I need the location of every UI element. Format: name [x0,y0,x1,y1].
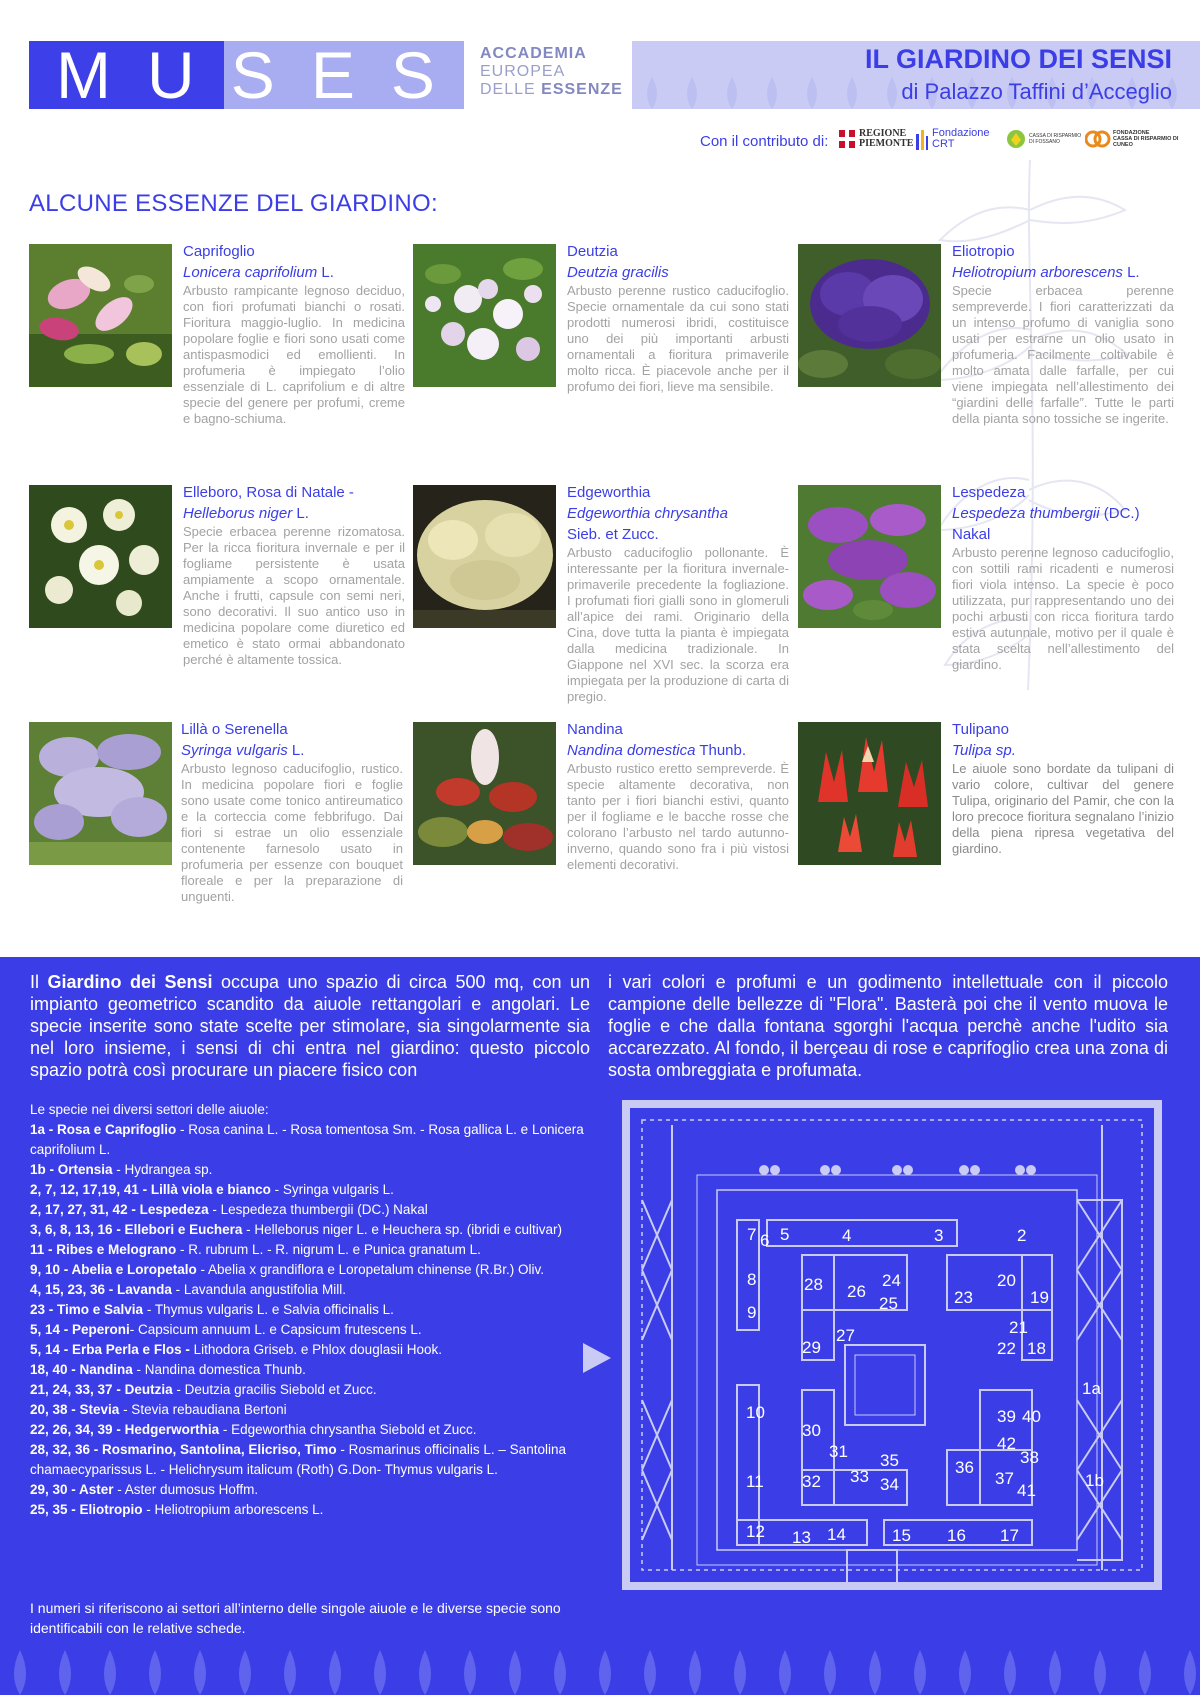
plant-latin-name [567,262,789,283]
sponsor-line: Fondazione [932,127,990,139]
garden-info-section [0,957,1200,1695]
species-row [30,1320,590,1340]
plant-latin-name [183,503,405,524]
species-row [30,1200,590,1220]
plant-description: Arbusto caducifoglio pollonante. È interessante per la fioritura invernale-primaverile precedente la fogliazione. I profumati fiori gialli sono in glomeruli all’apice dei rami. Originario della Cina, dove tutta la pianta è impiegata dalla medicina tradizionale. In Giappone nel XVI sec. la scorza era impiegata per la produzione di carta di pregio. [567,545,789,704]
plan-label: 15 [892,1526,911,1545]
intro-text: occupa uno spazio di circa 500 mq, con un impianto geometrico scandito da aiuole rettangolari e angolari. Le specie inserite sono state scelte per stimolare, sia singolarmente sia nel loro insieme, i sensi di chi entra nel giardino: questo piccolo spazio potrà così procurare un piacere fisico con [30,972,590,1080]
species-row [30,1300,590,1320]
plan-label: 41 [1017,1481,1036,1500]
academy-line: DELLE [480,81,542,98]
latin-author: L. [317,264,334,281]
latin-author: L. [287,742,305,759]
plan-label: 39 [997,1407,1016,1426]
plant-description: Specie erbacea perenne rizomatosa. Per la ricca fioritura invernale e per il fogliame persistente è usata ampiamente a scopo ornamentale. Anche i frutti, capsule con semi neri, sono decorativi. Il suo antico uso in medicina popolare come diuretico ed emetico è stato ormai abbandonato perché è altamente tossica. [183,524,405,667]
contrib-label: Con il contributo di: [700,133,829,150]
intro-right: i vari colori e profumi e un godimento intellettuale con il piccolo campione delle bellezze di "Flora". Basterà poi che il vento muova le foglie e che dalla fontana sgorghi l'acqua perchè anche l'udito sia accarezzato. Al fondo, il berçeau di rose e caprifoglio crea una zona di sosta ombreggiata e profumata. [608,972,1168,1080]
species-names: - Lespedeza thumbergii (DC.) Nakal [208,1202,428,1217]
species-row [30,1500,590,1520]
species-names: - Rosa canina L. - Rosa tomentosa Sm. - Rosa gallica L. e Lonicera caprifolium L. [30,1122,584,1157]
species-row [30,1420,590,1440]
species-sector: 28, 32, 36 - Rosmarino, Santolina, Elicriso, Timo [30,1442,337,1457]
plan-label: 10 [746,1403,765,1422]
species-sector: 29, 30 - Aster [30,1482,114,1497]
latin-text: Syringa vulgaris [181,742,288,759]
academy-name [480,45,623,99]
plant-description: Arbusto legnoso caducifoglio, rustico. In medicina popolare fiori e foglie sono usate come tonico antireumatico e la corteccia come febbrifugo. Dai fiori si estrae un olio essenziale contenente farnesolo usato in profumeria per essenze con bouquet floreale e per la preparazione di unguenti. [181,761,403,904]
plan-label: 22 [997,1339,1016,1358]
garden-plan [622,1100,1162,1590]
latin-author: L. [1122,264,1140,281]
latin-author: Thunb. [695,742,747,759]
plant-description: Arbusto perenne legnoso caducifoglio, con sottili rami ricadenti e numerosi fiori viola intenso. La specie è poco utilizzata, pur rappresentando uno dei pochi arbusti con ricca fioritura tardo estiva autunnale, motivo per il quale è stata scelta nell’allestimento del giardino. [952,545,1174,672]
intro-highlight: Giardino dei Sensi [47,972,213,992]
plan-label: 31 [829,1442,848,1461]
regione-shield-icon [838,129,856,149]
plan-label: 4 [842,1226,852,1245]
tulipano-photo [798,722,941,865]
deutzia-card [567,241,789,395]
caprifoglio-photo [29,244,172,387]
plan-label: 11 [746,1472,764,1491]
muses-logo [29,38,464,112]
academy-line: EUROPEA [480,63,566,80]
species-names: - Edgeworthia chrysantha Siebold et Zucc. [219,1422,477,1437]
plan-label: 28 [804,1275,823,1294]
species-sector: 22, 26, 34, 39 - Hedgerworthia [30,1422,220,1437]
species-sector: 9, 10 - Abelia e Loropetalo [30,1262,197,1277]
plan-label: 32 [802,1472,821,1491]
species-names: - Deutzia gracilis Siebold et Zucc. [172,1382,377,1397]
latin-author: L. [292,505,309,522]
lespedeza-photo [798,485,941,628]
species-sector: 18, 40 - Nandina [30,1362,133,1377]
plant-latin-name [952,503,1174,524]
elleboro-photo [29,485,172,628]
sponsor-fondazione-crc [1085,128,1183,150]
species-title: Le specie nei diversi settori delle aiuole: [30,1102,269,1117]
eliotropio-photo [798,244,941,387]
species-names: - Heliotropium arborescens L. [142,1502,324,1517]
plant-description: Le aiuole sono bordate da tulipani di vario colore, cultivar del genere Tulipa, originario del Pamir, che con la loro precoce fioritura segnalano l’inizio della piena ripresa vegetativa del giardino. [952,761,1174,856]
sponsor-line: CRT [932,138,955,150]
logo-letter: M [56,38,113,112]
eliotropio-card [952,241,1174,427]
species-names: - Hydrangea sp. [112,1162,213,1177]
plant-latin-name [952,740,1174,761]
sponsor-fondazione-crt [915,128,990,150]
species-sector: 21, 24, 33, 37 - Deutzia [30,1382,173,1397]
logo-letter: S [230,38,277,112]
latin-text: Lespedeza thumbergii [952,505,1100,522]
plan-label: 1a [1082,1379,1101,1398]
plan-label: 5 [780,1225,790,1244]
species-sector: 2, 7, 12, 17,19, 41 - Lillà viola e bianco [30,1182,271,1197]
species-row [30,1280,590,1300]
plan-label: 24 [882,1271,901,1290]
plan-label: 13 [792,1528,811,1547]
species-row [30,1240,590,1260]
sponsor-line: FONDAZIONE [1113,130,1150,136]
plan-label: 25 [879,1294,898,1313]
page-subtitle: di Palazzo Taffini d’Acceglio [901,79,1172,104]
tulipano-card [952,719,1174,857]
plan-label: 26 [847,1282,866,1301]
plant-description: Arbusto rampicante legnoso deciduo, con fiori profumati bianchi o rosati. Fioritura maggio-luglio. In medicina popolare foglie e fiori sono usati come antispasmodici ed emollienti. In profumeria è impiegato l’olio essenziale di L. caprifolium e di altre specie del genere per profumi, creme e bagno-schiuma. [183,283,405,426]
deutzia-photo [413,244,556,387]
footnote: I numeri si riferiscono ai settori all’interno delle singole aiuole e le diverse specie sono identificabili con le relative schede. [30,1600,561,1636]
species-sector: 1a - Rosa e Caprifoglio [30,1122,177,1137]
lespedeza-card [952,482,1174,673]
latin-text: Helleborus niger [183,505,293,522]
species-names: - Lavandula angustifolia Mill. [171,1282,346,1297]
latin-text: Edgeworthia chrysantha [567,505,728,522]
logo-letter: E [310,38,357,112]
species-row [30,1340,590,1360]
nandina-photo [413,722,556,865]
footer-drops-pattern [0,1640,1200,1695]
plan-label: 2 [1017,1226,1027,1245]
academy-line: ACCADEMIA [480,45,587,62]
species-sector: 5, 14 - Peperoni [30,1322,130,1337]
page-title: IL GIARDINO DEI SENSI [864,44,1172,74]
elleboro-card [183,482,405,668]
nandina-card [567,719,789,873]
plant-latin-name [567,740,789,761]
lilla-card [181,719,403,905]
species-row [30,1380,590,1400]
species-names: - R. rubrum L. - R. nigrum L. e Punica granatum L. [176,1242,481,1257]
latin-text: Nandina domestica [567,742,696,759]
species-row [30,1360,590,1380]
plant-description: Arbusto rustico eretto sempreverde. È specie altamente decorativa, non tanto per i fiori bianchi estivi, quanto per il fogliame e le bacche rosse che colorano l’arbusto nel tardo autunno-inverno, quando sono fra i più vistosi elementi decorativi. [567,761,789,872]
lilla-photo [29,722,172,865]
logo-letter: U [147,38,197,112]
plan-label: 8 [747,1270,757,1289]
species-names: - Thymus vulgaris L. e Salvia officinalis L. [143,1302,394,1317]
latin-text: Heliotropium arborescens [952,264,1123,281]
species-row [30,1220,590,1240]
plant-latin-name [181,740,403,761]
species-names: - Stevia rebaudiana Bertoni [119,1402,287,1417]
plan-label: 37 [995,1469,1014,1488]
species-sector: 1b - Ortensia [30,1162,113,1177]
plant-author: Sieb. et Zucc. [567,526,659,543]
logo-letters [29,38,464,112]
species-list [30,1100,590,1520]
plant-common-name: Edgeworthia [567,484,651,501]
plant-latin-name [183,262,405,283]
plant-common-name: Deutzia [567,243,618,260]
species-row [30,1440,590,1480]
species-names: - Abelia x grandiflora e Loropetalum chinense (R.Br.) Oliv. [196,1262,544,1277]
plan-label: 18 [1027,1339,1046,1358]
crt-bars-icon [915,128,929,150]
plant-description: Arbusto perenne rustico caducifoglio. Specie ornamentale da cui sono stati prodotti numerosi ibridi, costituisce uno dei più importanti arbusti ornamentali a fioritura primaverile molto ricca. È piacevole anche per il profumo dei fiori, lieve ma sensibile. [567,283,789,394]
plan-label: 27 [836,1326,855,1345]
sponsor-line: CASSA DI RISPARMIO [1029,133,1082,139]
plan-label: 20 [997,1271,1016,1290]
species-names: - Syringa vulgaris L. [270,1182,394,1197]
sponsor-line: CASSA DI RISPARMIO DI CUNEO [1113,136,1179,148]
species-sector: 25, 35 - Eliotropio [30,1502,143,1517]
species-names: - Rosmarinus officinalis L. – Santolina chamaecyparissus L. - Helichrysum italicum (Roth) G.Don- Thymus vulgaris L. [30,1442,566,1477]
sponsor-regione-piemonte [838,128,913,150]
plant-common-name: Eliotropio [952,243,1015,260]
plant-description: Specie erbacea perenne sempreverde. I fiori caratterizzati da un intenso profumo di vaniglia sono usati per estrarne un olio usato in profumeria. Facilmente coltivabile è molto amata dalle farfalle, per cui viene impiegata nell’allestimento dei “giardini delle farfalle”. Tutte le parti della pianta sono tossiche se ingerite. [952,283,1174,426]
species-row [30,1480,590,1500]
logo-letter: S [390,38,437,112]
plan-label: 16 [947,1526,966,1545]
plan-label: 17 [1000,1526,1019,1545]
sponsor-line: PIEMONTE [859,138,914,149]
plant-common-name: Caprifoglio [183,243,255,260]
plant-common-name: Lillà o Serenella [181,721,288,738]
plan-label: 7 [747,1225,757,1244]
species-sector: 2, 17, 27, 31, 42 - Lespedeza [30,1202,209,1217]
caprifoglio-card [183,241,405,427]
latin-author: (DC.) [1099,505,1140,522]
species-row [30,1120,590,1160]
plan-label: 33 [850,1467,869,1486]
plan-label: 36 [955,1458,974,1477]
plan-label: 35 [880,1451,899,1470]
species-sector: 5, 14 - Erba Perla e Flos - [30,1342,190,1357]
species-sector: 23 - Timo e Salvia [30,1302,144,1317]
sponsor-line: DI FOSSANO [1029,139,1060,145]
species-sector: 20, 38 - Stevia [30,1402,120,1417]
edgeworthia-card [567,482,789,705]
latin-text: Tulipa sp. [952,742,1016,759]
sponsor-line: REGIONE [859,128,907,139]
species-row [30,1260,590,1280]
species-names: - Nandina domestica Thunb. [132,1362,306,1377]
species-row [30,1180,590,1200]
latin-text: Lonicera caprifolium [183,264,318,281]
latin-text: Deutzia gracilis [567,264,669,281]
species-names: Lithodora Griseb. e Phlox douglasii Hook. [189,1342,442,1357]
plan-label: 21 [1009,1318,1028,1337]
species-row [30,1400,590,1420]
plan-label: 1b [1085,1471,1104,1490]
plan-label: 6 [760,1231,770,1250]
intro-text: Il [30,972,48,992]
species-names: - Aster dumosus Hoffm. [113,1482,259,1497]
plan-label: 38 [1020,1448,1039,1467]
cr-fossano-logo-icon [1005,128,1027,150]
species-sector: 11 - Ribes e Melograno [30,1242,177,1257]
plan-label: 30 [802,1421,821,1440]
plan-label: 14 [827,1525,846,1544]
edgeworthia-photo [413,485,556,628]
crc-rings-icon [1085,129,1111,149]
academy-line-bold: ESSENZE [541,81,623,98]
species-row [30,1160,590,1180]
plan-label: 40 [1022,1407,1041,1426]
plant-latin-name [952,262,1174,283]
plan-label: 34 [880,1475,899,1494]
play-arrow-icon [583,1343,611,1373]
species-names: - Capsicum annuum L. e Capsicum frutescens L. [129,1322,422,1337]
plant-common-name: Lespedeza [952,484,1026,501]
plant-latin-name [567,503,789,524]
plan-label: 3 [934,1226,944,1245]
plan-label: 23 [954,1288,973,1307]
plant-common-name: Elleboro, Rosa di Natale - [183,484,354,501]
plan-label: 29 [802,1338,821,1357]
plant-common-name: Nandina [567,721,623,738]
plan-label: 19 [1030,1288,1049,1307]
species-names: - Helleborus niger L. e Heuchera sp. (ibridi e cultivar) [242,1222,562,1237]
plant-author: Nakal [952,526,991,543]
sponsor-cr-fossano [1005,128,1081,150]
species-sector: 4, 15, 23, 36 - Lavanda [30,1282,172,1297]
section-title: ALCUNE ESSENZE DEL GIARDINO: [29,190,438,217]
intro-left [30,971,590,1081]
plan-label: 12 [746,1522,765,1541]
plan-label: 9 [747,1303,757,1322]
plant-common-name: Tulipano [952,721,1009,738]
species-sector: 3, 6, 8, 13, 16 - Ellebori e Euchera [30,1222,243,1237]
plan-label: 42 [997,1434,1016,1453]
